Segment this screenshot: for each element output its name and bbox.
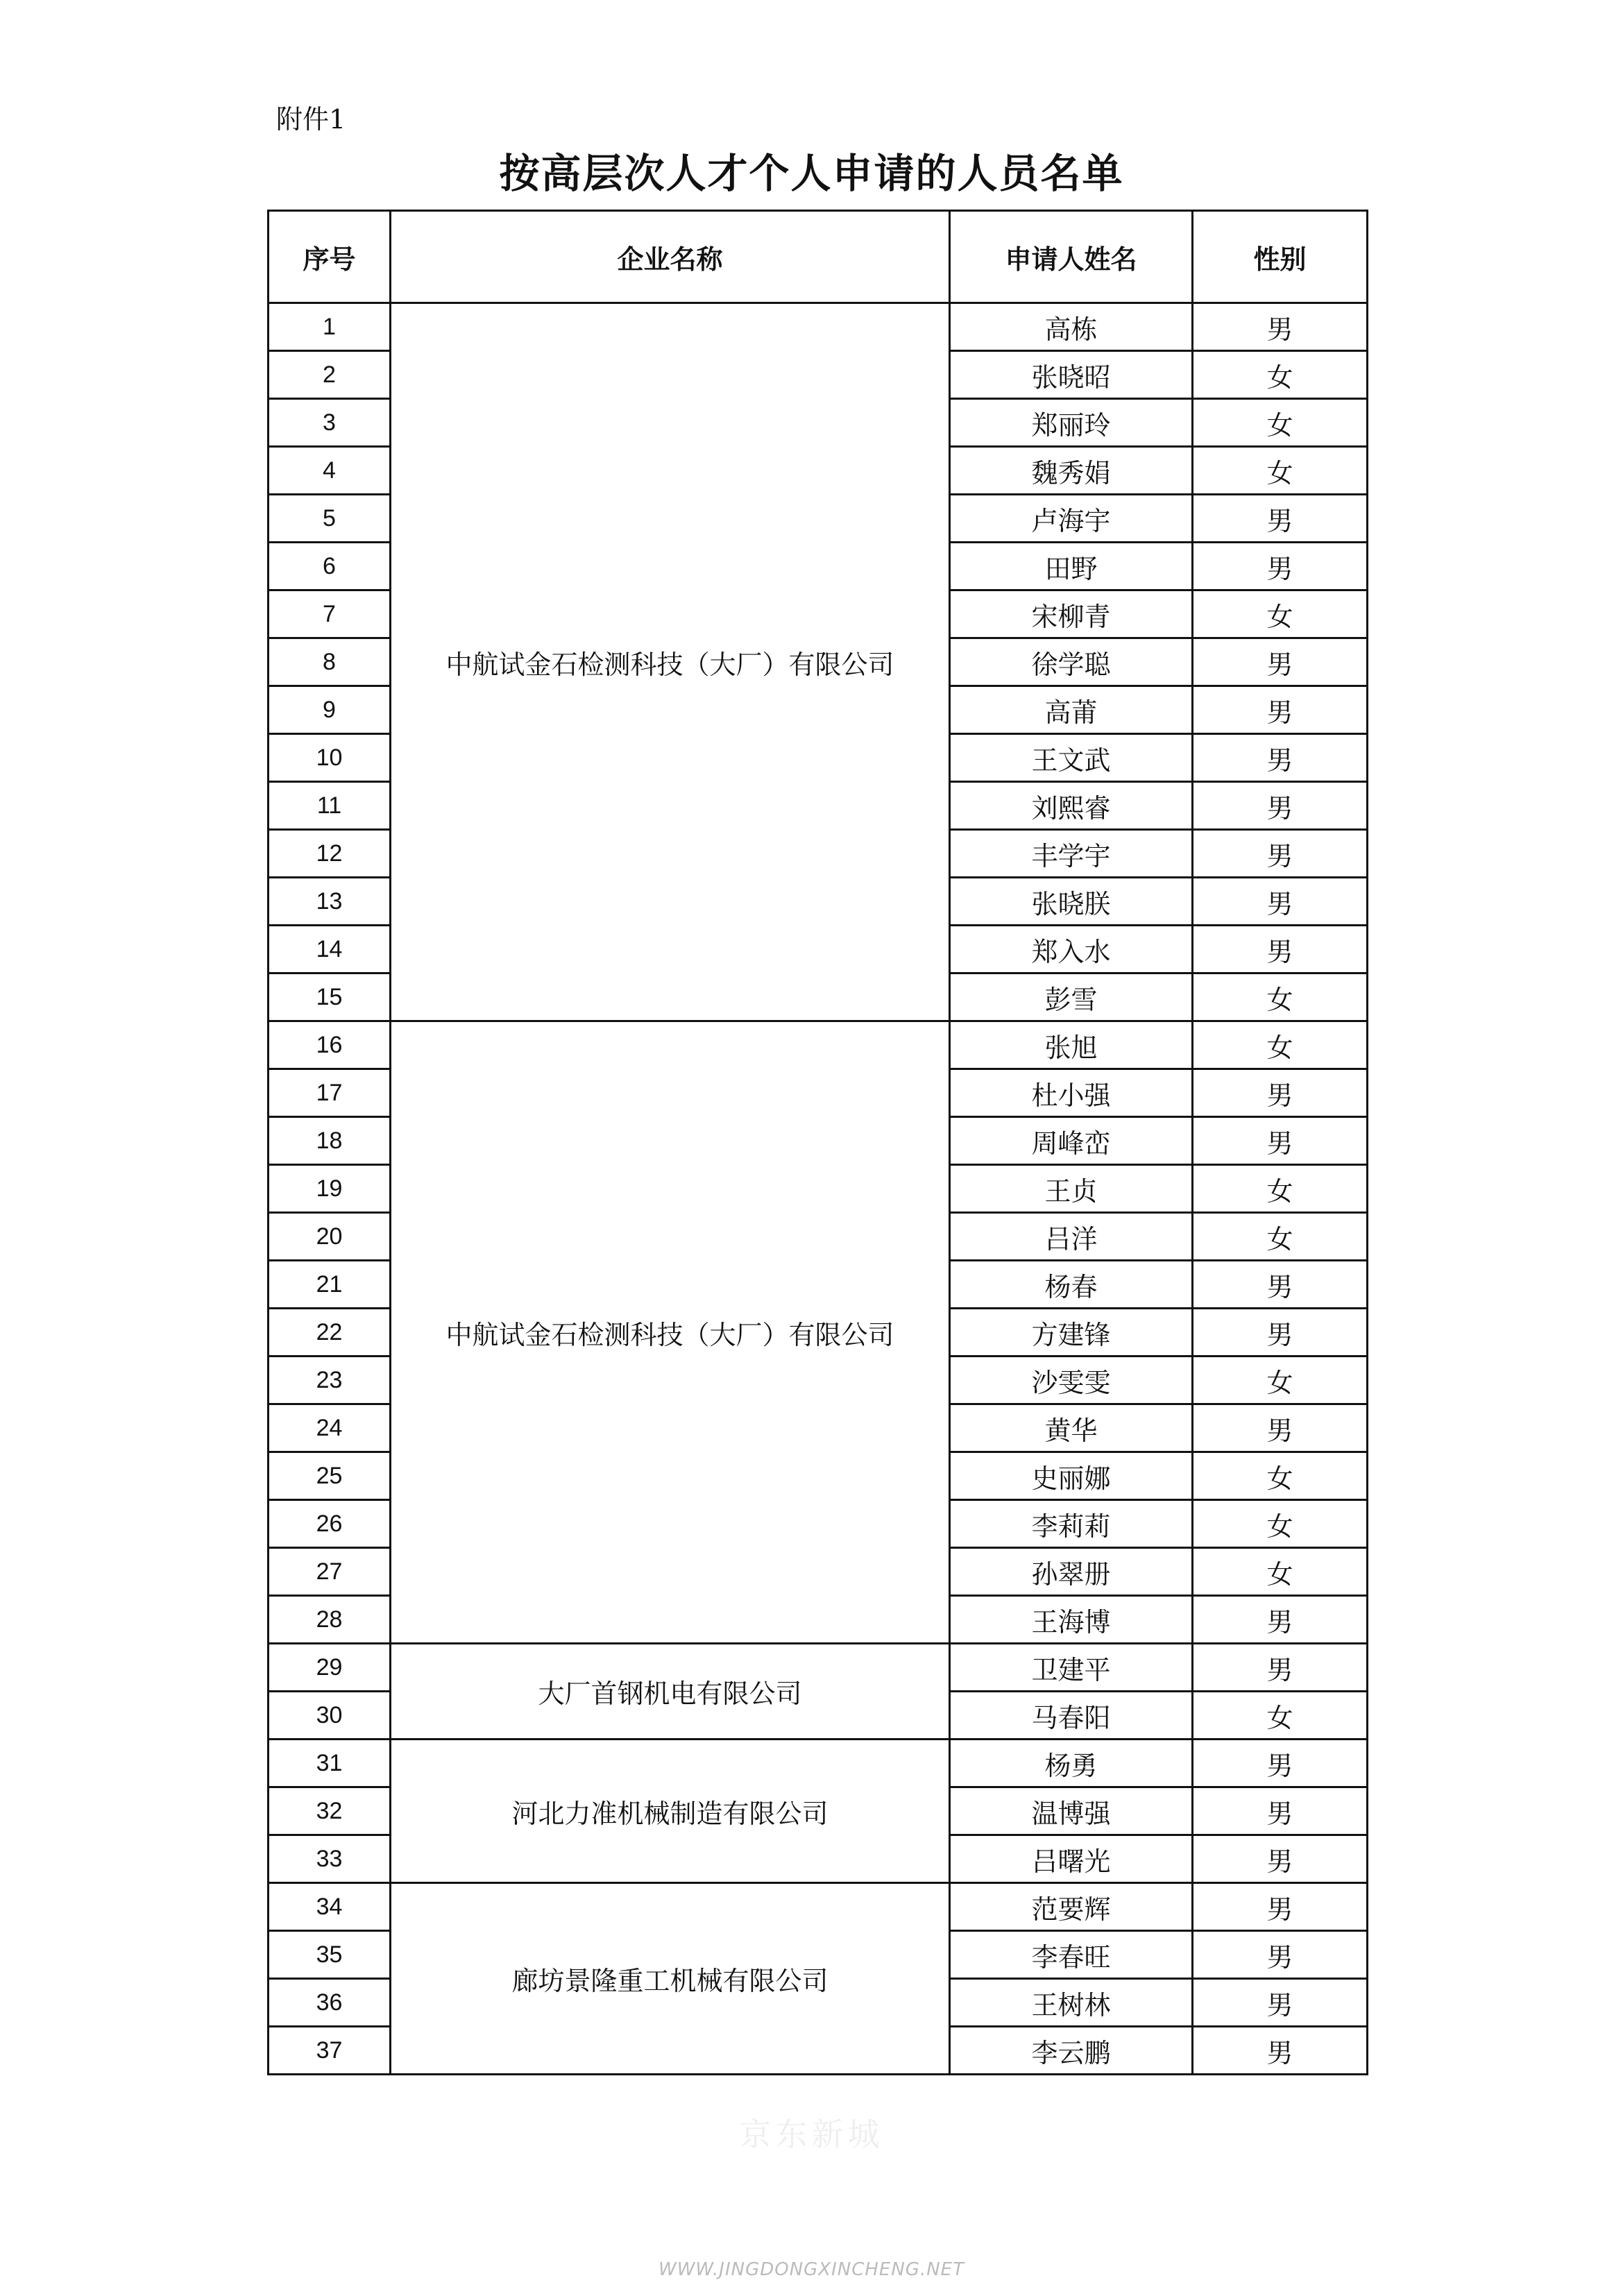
gender-cell: 男 bbox=[1193, 830, 1368, 878]
table-header-row bbox=[269, 211, 1368, 303]
serial-number-cell: 12 bbox=[269, 830, 391, 878]
serial-number-cell: 11 bbox=[269, 782, 391, 830]
applicant-name-cell: 高莆 bbox=[950, 686, 1193, 734]
table-row bbox=[269, 1021, 1368, 1069]
serial-number-cell: 14 bbox=[269, 926, 391, 973]
applicant-name-cell: 张晓昭 bbox=[950, 351, 1193, 399]
serial-number-cell: 10 bbox=[269, 734, 391, 782]
gender-cell: 男 bbox=[1193, 1644, 1368, 1692]
applicant-name-cell: 王海博 bbox=[950, 1596, 1193, 1644]
gender-cell: 男 bbox=[1193, 495, 1368, 543]
gender-cell: 男 bbox=[1193, 1404, 1368, 1452]
gender-cell: 女 bbox=[1193, 1165, 1368, 1213]
serial-number-cell: 16 bbox=[269, 1021, 391, 1069]
gender-cell: 男 bbox=[1193, 2027, 1368, 2075]
gender-cell: 女 bbox=[1193, 1357, 1368, 1404]
serial-number-cell: 8 bbox=[269, 638, 391, 686]
header-applicant-name: 申请人姓名 bbox=[950, 211, 1193, 303]
page-title: 按高层次人才个人申请的人员名单 bbox=[499, 150, 1124, 197]
gender-cell: 男 bbox=[1193, 782, 1368, 830]
gender-cell: 男 bbox=[1193, 303, 1368, 351]
serial-number-cell: 3 bbox=[269, 399, 391, 447]
applicant-name-cell: 温博强 bbox=[950, 1787, 1193, 1835]
serial-number-cell: 13 bbox=[269, 878, 391, 926]
applicant-name-cell: 马春阳 bbox=[950, 1692, 1193, 1740]
gender-cell: 男 bbox=[1193, 1740, 1368, 1787]
footer-url: WWW.JINGDONGXINCHENG.NET bbox=[658, 2259, 965, 2280]
applicant-name-cell: 卫建平 bbox=[950, 1644, 1193, 1692]
applicant-name-cell: 高栋 bbox=[950, 303, 1193, 351]
gender-cell: 男 bbox=[1193, 1787, 1368, 1835]
gender-cell: 男 bbox=[1193, 638, 1368, 686]
gender-cell: 男 bbox=[1193, 1835, 1368, 1883]
applicant-name-cell: 吕洋 bbox=[950, 1213, 1193, 1261]
applicant-name-cell: 王树林 bbox=[950, 1979, 1193, 2027]
applicant-name-cell: 宋柳青 bbox=[950, 590, 1193, 638]
gender-cell: 男 bbox=[1193, 1979, 1368, 2027]
serial-number-cell: 21 bbox=[269, 1261, 391, 1309]
applicant-name-cell: 卢海宇 bbox=[950, 495, 1193, 543]
applicant-name-cell: 史丽娜 bbox=[950, 1452, 1193, 1500]
gender-cell: 女 bbox=[1193, 1500, 1368, 1548]
gender-cell: 男 bbox=[1193, 1117, 1368, 1165]
gender-cell: 男 bbox=[1193, 926, 1368, 973]
serial-number-cell: 19 bbox=[269, 1165, 391, 1213]
company-name-cell: 河北力准机械制造有限公司 bbox=[391, 1740, 950, 1883]
table-row bbox=[269, 1644, 1368, 1692]
applicant-name-cell: 刘熙睿 bbox=[950, 782, 1193, 830]
applicant-name-cell: 方建锋 bbox=[950, 1309, 1193, 1357]
applicant-name-cell: 周峰峦 bbox=[950, 1117, 1193, 1165]
header-company-name: 企业名称 bbox=[391, 211, 950, 303]
applicant-name-cell: 丰学宇 bbox=[950, 830, 1193, 878]
serial-number-cell: 1 bbox=[269, 303, 391, 351]
table-row bbox=[269, 1740, 1368, 1787]
table-body bbox=[269, 303, 1368, 2075]
serial-number-cell: 33 bbox=[269, 1835, 391, 1883]
serial-number-cell: 32 bbox=[269, 1787, 391, 1835]
applicant-name-cell: 田野 bbox=[950, 543, 1193, 590]
gender-cell: 女 bbox=[1193, 1452, 1368, 1500]
gender-cell: 男 bbox=[1193, 1261, 1368, 1309]
applicant-name-cell: 孙翠册 bbox=[950, 1548, 1193, 1596]
gender-cell: 男 bbox=[1193, 734, 1368, 782]
serial-number-cell: 29 bbox=[269, 1644, 391, 1692]
serial-number-cell: 36 bbox=[269, 1979, 391, 2027]
gender-cell: 男 bbox=[1193, 1931, 1368, 1979]
gender-cell: 女 bbox=[1193, 1213, 1368, 1261]
applicant-name-cell: 王文武 bbox=[950, 734, 1193, 782]
company-name-cell: 大厂首钢机电有限公司 bbox=[391, 1644, 950, 1740]
gender-cell: 女 bbox=[1193, 399, 1368, 447]
serial-number-cell: 24 bbox=[269, 1404, 391, 1452]
applicant-name-cell: 张旭 bbox=[950, 1021, 1193, 1069]
serial-number-cell: 15 bbox=[269, 973, 391, 1021]
applicant-name-cell: 王贞 bbox=[950, 1165, 1193, 1213]
applicant-name-cell: 吕曙光 bbox=[950, 1835, 1193, 1883]
serial-number-cell: 20 bbox=[269, 1213, 391, 1261]
serial-number-cell: 28 bbox=[269, 1596, 391, 1644]
company-name-cell: 中航试金石检测科技（大厂）有限公司 bbox=[391, 1021, 950, 1644]
gender-cell: 女 bbox=[1193, 1692, 1368, 1740]
serial-number-cell: 4 bbox=[269, 447, 391, 495]
table-row bbox=[269, 1883, 1368, 1931]
gender-cell: 女 bbox=[1193, 1021, 1368, 1069]
serial-number-cell: 18 bbox=[269, 1117, 391, 1165]
applicant-name-cell: 张晓朕 bbox=[950, 878, 1193, 926]
header-gender: 性别 bbox=[1193, 211, 1368, 303]
table-row bbox=[269, 303, 1368, 351]
watermark: 京东新城 bbox=[739, 2116, 884, 2153]
applicant-name-cell: 杨春 bbox=[950, 1261, 1193, 1309]
gender-cell: 男 bbox=[1193, 686, 1368, 734]
applicant-name-cell: 李云鹏 bbox=[950, 2027, 1193, 2075]
applicant-name-cell: 彭雪 bbox=[950, 973, 1193, 1021]
gender-cell: 男 bbox=[1193, 543, 1368, 590]
serial-number-cell: 30 bbox=[269, 1692, 391, 1740]
applicant-name-cell: 范要辉 bbox=[950, 1883, 1193, 1931]
applicant-name-cell: 黄华 bbox=[950, 1404, 1193, 1452]
serial-number-cell: 31 bbox=[269, 1740, 391, 1787]
applicant-name-cell: 沙雯雯 bbox=[950, 1357, 1193, 1404]
gender-cell: 男 bbox=[1193, 1309, 1368, 1357]
applicant-name-cell: 徐学聪 bbox=[950, 638, 1193, 686]
serial-number-cell: 17 bbox=[269, 1069, 391, 1117]
serial-number-cell: 9 bbox=[269, 686, 391, 734]
serial-number-cell: 5 bbox=[269, 495, 391, 543]
gender-cell: 女 bbox=[1193, 1548, 1368, 1596]
header-serial-number: 序号 bbox=[269, 211, 391, 303]
applicant-name-cell: 李莉莉 bbox=[950, 1500, 1193, 1548]
company-name-cell: 廊坊景隆重工机械有限公司 bbox=[391, 1883, 950, 2075]
serial-number-cell: 2 bbox=[269, 351, 391, 399]
serial-number-cell: 27 bbox=[269, 1548, 391, 1596]
attachment-label: 附件1 bbox=[276, 104, 346, 135]
gender-cell: 男 bbox=[1193, 878, 1368, 926]
applicant-name-cell: 郑丽玲 bbox=[950, 399, 1193, 447]
gender-cell: 男 bbox=[1193, 1069, 1368, 1117]
gender-cell: 女 bbox=[1193, 973, 1368, 1021]
gender-cell: 女 bbox=[1193, 447, 1368, 495]
serial-number-cell: 23 bbox=[269, 1357, 391, 1404]
serial-number-cell: 35 bbox=[269, 1931, 391, 1979]
gender-cell: 男 bbox=[1193, 1883, 1368, 1931]
gender-cell: 女 bbox=[1193, 351, 1368, 399]
serial-number-cell: 37 bbox=[269, 2027, 391, 2075]
applicant-name-cell: 郑入水 bbox=[950, 926, 1193, 973]
gender-cell: 女 bbox=[1193, 590, 1368, 638]
serial-number-cell: 7 bbox=[269, 590, 391, 638]
serial-number-cell: 25 bbox=[269, 1452, 391, 1500]
applicant-name-cell: 魏秀娟 bbox=[950, 447, 1193, 495]
applicant-name-cell: 杜小强 bbox=[950, 1069, 1193, 1117]
serial-number-cell: 34 bbox=[269, 1883, 391, 1931]
serial-number-cell: 22 bbox=[269, 1309, 391, 1357]
applicant-name-cell: 杨勇 bbox=[950, 1740, 1193, 1787]
serial-number-cell: 26 bbox=[269, 1500, 391, 1548]
applicant-name-cell: 李春旺 bbox=[950, 1931, 1193, 1979]
gender-cell: 男 bbox=[1193, 1596, 1368, 1644]
serial-number-cell: 6 bbox=[269, 543, 391, 590]
applicant-table bbox=[267, 210, 1368, 2075]
company-name-cell: 中航试金石检测科技（大厂）有限公司 bbox=[391, 303, 950, 1021]
